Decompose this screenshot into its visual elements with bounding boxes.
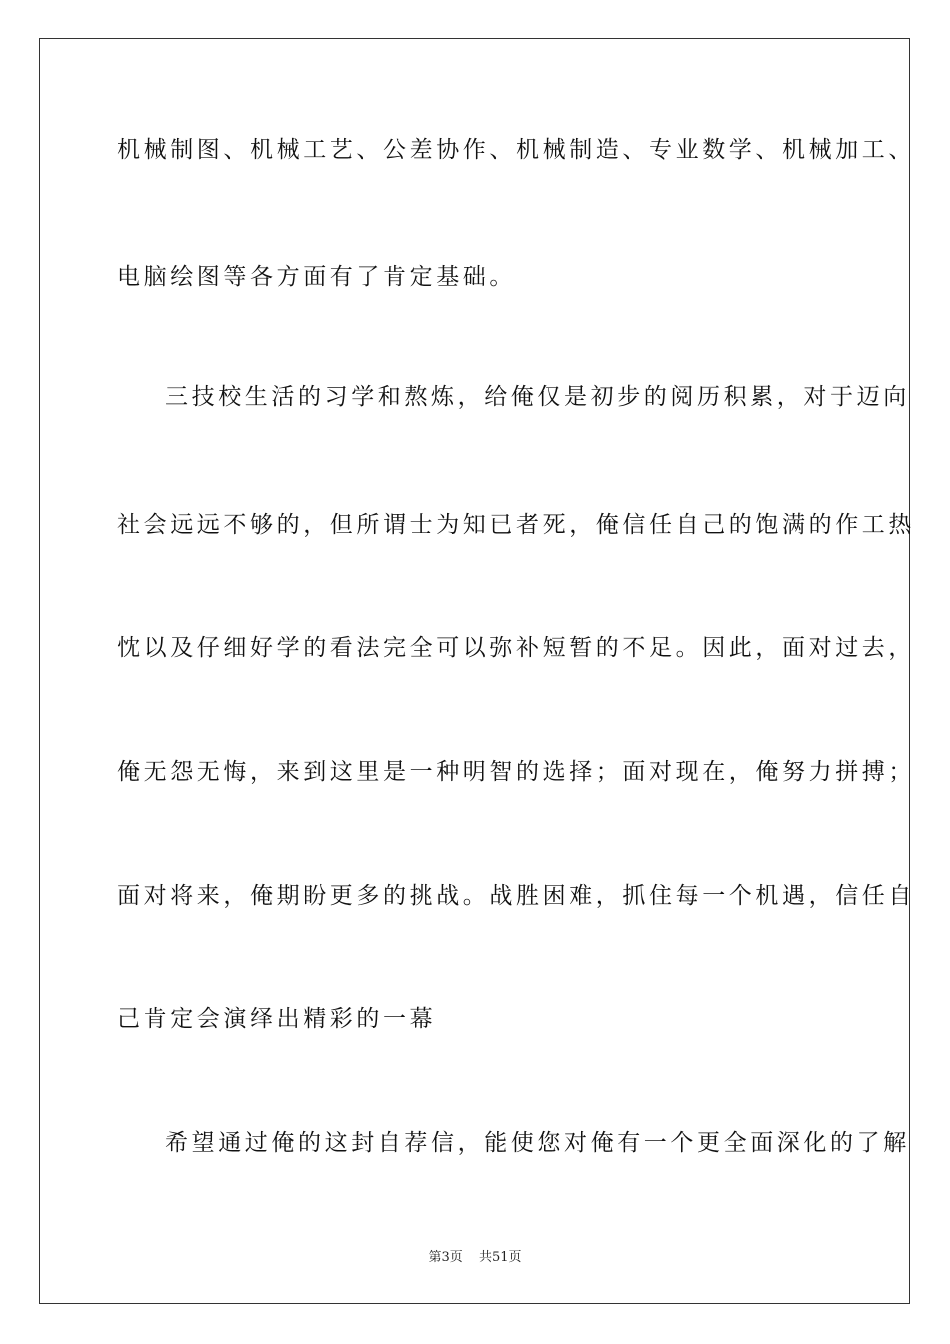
text-line-4: 社会远远不够的，但所谓士为知已者死，俺信任自己的饱满的作工热 — [117, 512, 915, 538]
text-line-8: 己肯定会演绎出精彩的一幕 — [117, 1006, 437, 1032]
text-line-1: 机械制图、机械工艺、公差协作、机械制造、专业数学、机械加工、 — [117, 137, 915, 163]
page-number: 第3页 — [428, 1250, 463, 1265]
text-line-2: 电脑绘图等各方面有了肯定基础。 — [117, 264, 516, 290]
paragraph-start-line-2: 希望通过俺的这封自荐信，能使您对俺有一个更全面深化的了解 — [165, 1130, 910, 1156]
page-footer — [0, 1246, 950, 1265]
page-border — [39, 38, 910, 1304]
text-line-5: 忱以及仔细好学的看法完全可以弥补短暂的不足。因此，面对过去， — [117, 635, 915, 661]
text-line-6: 俺无怨无悔，来到这里是一种明智的选择；面对现在，俺努力拼搏； — [117, 759, 915, 785]
text-line-7: 面对将来，俺期盼更多的挑战。战胜困难，抓住每一个机遇，信任自 — [117, 883, 915, 909]
page-total: 共51页 — [478, 1250, 522, 1265]
paragraph-start-line: 三技校生活的习学和熬炼，给俺仅是初步的阅历积累，对于迈向 — [165, 384, 910, 410]
